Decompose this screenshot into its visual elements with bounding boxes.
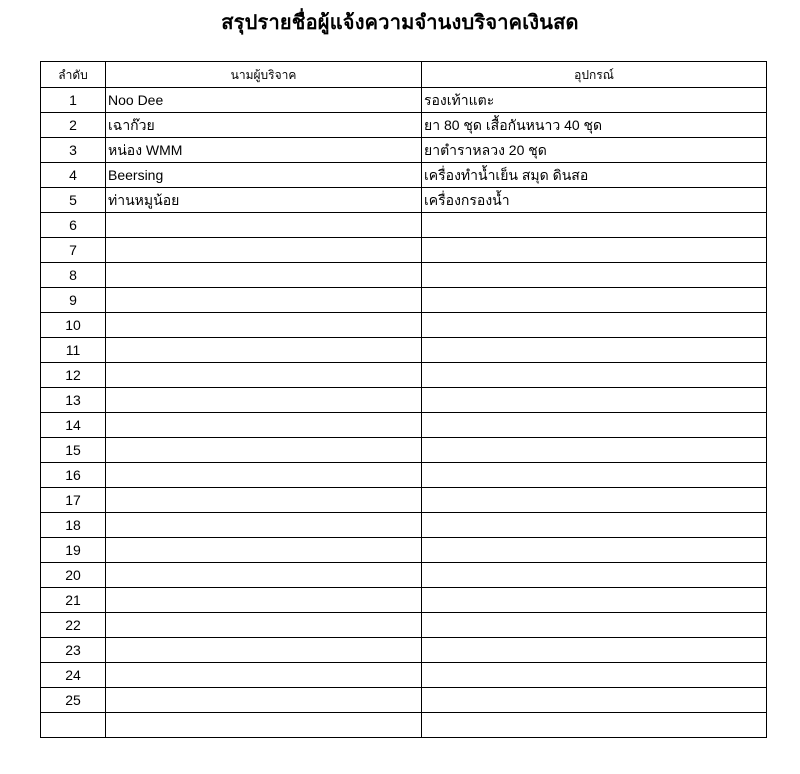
row-number-cell: 3 <box>41 138 106 163</box>
table-row <box>41 588 767 613</box>
row-number-cell: 10 <box>41 313 106 338</box>
donated-item-cell <box>422 513 767 538</box>
table-body <box>41 88 767 738</box>
row-number-cell: 20 <box>41 563 106 588</box>
table-row <box>41 413 767 438</box>
donated-item-cell <box>422 213 767 238</box>
row-number-cell: 18 <box>41 513 106 538</box>
row-number-cell: 22 <box>41 613 106 638</box>
donated-item-cell <box>422 663 767 688</box>
row-number-cell: 9 <box>41 288 106 313</box>
table-row <box>41 213 767 238</box>
table-row <box>41 713 767 738</box>
donor-name-cell <box>106 488 422 513</box>
row-number-cell: 23 <box>41 638 106 663</box>
row-number-cell: 8 <box>41 263 106 288</box>
donated-item-cell: ยาตำราหลวง 20 ชุด <box>422 138 767 163</box>
table-row <box>41 688 767 713</box>
table-row <box>41 263 767 288</box>
donated-item-cell: ยา 80 ชุด เสื้อกันหนาว 40 ชุด <box>422 113 767 138</box>
table-row <box>41 88 767 113</box>
donor-name-cell: Noo Dee <box>106 88 422 113</box>
donated-item-cell <box>422 613 767 638</box>
table-row <box>41 513 767 538</box>
row-number-cell: 14 <box>41 413 106 438</box>
donated-item-cell: เครื่องทำน้ำเย็น สมุด ดินสอ <box>422 163 767 188</box>
table-row <box>41 238 767 263</box>
donated-item-cell <box>422 713 767 738</box>
row-number-cell: 15 <box>41 438 106 463</box>
table-row <box>41 538 767 563</box>
table-row <box>41 438 767 463</box>
table-row <box>41 638 767 663</box>
donor-name-cell: ท่านหมูน้อย <box>106 188 422 213</box>
row-number-cell <box>41 713 106 738</box>
table-row <box>41 488 767 513</box>
table-row <box>41 388 767 413</box>
donated-item-cell <box>422 338 767 363</box>
row-number-cell: 1 <box>41 88 106 113</box>
table-row <box>41 288 767 313</box>
donated-item-cell <box>422 238 767 263</box>
column-header-item: อุปกรณ์ <box>422 62 767 88</box>
donated-item-cell <box>422 438 767 463</box>
table-row <box>41 338 767 363</box>
donor-name-cell <box>106 413 422 438</box>
donor-name-cell <box>106 588 422 613</box>
row-number-cell: 6 <box>41 213 106 238</box>
row-number-cell: 7 <box>41 238 106 263</box>
row-number-cell: 16 <box>41 463 106 488</box>
table-row <box>41 163 767 188</box>
donor-name-cell <box>106 638 422 663</box>
donor-name-cell: เฉาก๊วย <box>106 113 422 138</box>
donor-name-cell <box>106 688 422 713</box>
page-title: สรุปรายชื่อผู้แจ้งความจำนงบริจาคเงินสด <box>221 12 579 34</box>
table-row <box>41 113 767 138</box>
table-row <box>41 563 767 588</box>
donor-name-cell <box>106 313 422 338</box>
row-number-cell: 4 <box>41 163 106 188</box>
column-header-no: ลำดับ <box>41 62 106 88</box>
donated-item-cell <box>422 288 767 313</box>
row-number-cell: 17 <box>41 488 106 513</box>
row-number-cell: 21 <box>41 588 106 613</box>
table-row <box>41 663 767 688</box>
donated-item-cell: รองเท้าแตะ <box>422 88 767 113</box>
donor-name-cell <box>106 338 422 363</box>
donor-name-cell <box>106 538 422 563</box>
donor-name-cell <box>106 288 422 313</box>
row-number-cell: 13 <box>41 388 106 413</box>
row-number-cell: 24 <box>41 663 106 688</box>
donated-item-cell <box>422 313 767 338</box>
donor-name-cell <box>106 663 422 688</box>
table-row <box>41 363 767 388</box>
donated-item-cell <box>422 538 767 563</box>
donated-item-cell: เครื่องกรองน้ำ <box>422 188 767 213</box>
donor-name-cell <box>106 513 422 538</box>
row-number-cell: 12 <box>41 363 106 388</box>
row-number-cell: 25 <box>41 688 106 713</box>
donated-item-cell <box>422 363 767 388</box>
donated-item-cell <box>422 588 767 613</box>
donor-name-cell <box>106 713 422 738</box>
table-row <box>41 313 767 338</box>
donor-name-cell <box>106 238 422 263</box>
donor-name-cell <box>106 563 422 588</box>
donated-item-cell <box>422 638 767 663</box>
donated-item-cell <box>422 263 767 288</box>
donor-name-cell <box>106 438 422 463</box>
donor-name-cell <box>106 363 422 388</box>
column-header-donor: นามผู้บริจาค <box>106 62 422 88</box>
donor-name-cell: Beersing <box>106 163 422 188</box>
row-number-cell: 11 <box>41 338 106 363</box>
donor-name-cell <box>106 613 422 638</box>
table-row <box>41 138 767 163</box>
donor-table <box>40 61 767 738</box>
donated-item-cell <box>422 563 767 588</box>
donated-item-cell <box>422 688 767 713</box>
donor-name-cell: หน่อง WMM <box>106 138 422 163</box>
donated-item-cell <box>422 388 767 413</box>
row-number-cell: 19 <box>41 538 106 563</box>
donor-name-cell <box>106 463 422 488</box>
donated-item-cell <box>422 413 767 438</box>
table-row <box>41 463 767 488</box>
row-number-cell: 5 <box>41 188 106 213</box>
donor-name-cell <box>106 388 422 413</box>
donated-item-cell <box>422 488 767 513</box>
donor-name-cell <box>106 213 422 238</box>
table-row <box>41 613 767 638</box>
table-header-row <box>41 62 767 88</box>
table-row <box>41 188 767 213</box>
donor-name-cell <box>106 263 422 288</box>
row-number-cell: 2 <box>41 113 106 138</box>
donated-item-cell <box>422 463 767 488</box>
